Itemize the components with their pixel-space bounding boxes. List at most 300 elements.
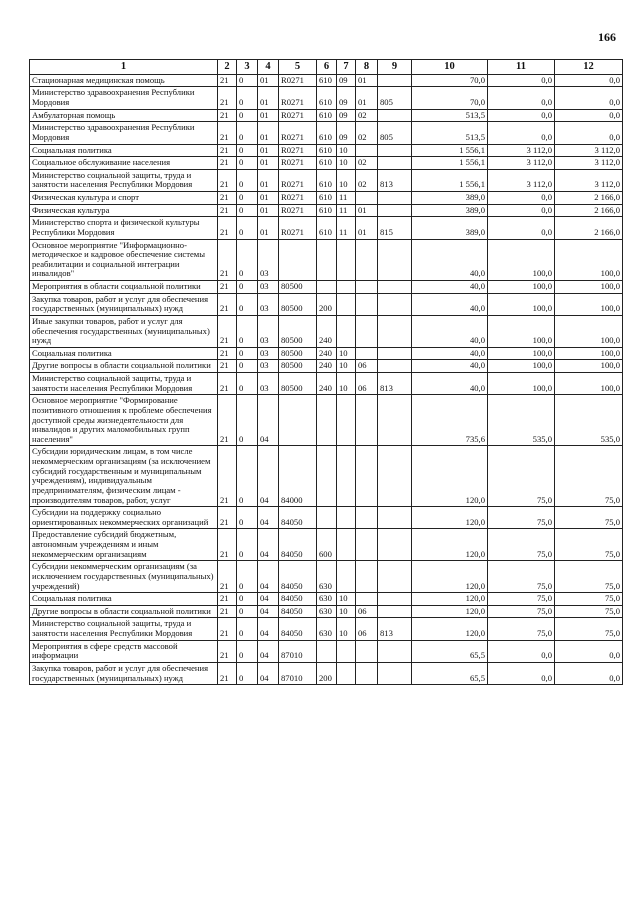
cell-code: 610 [317,169,337,191]
cell-amount: 100,0 [555,347,623,360]
cell-amount: 535,0 [555,395,623,446]
cell-code: R0271 [279,87,317,109]
cell-code: 10 [337,618,356,640]
table-row [30,347,623,360]
cell-code: 10 [337,360,356,373]
cell-code: 0 [237,605,258,618]
cell-amount: 2 166,0 [555,204,623,217]
row-label: Амбулаторная помощь [30,109,218,122]
row-label: Министерство социальной защиты, труда и занятости населения Республики Мордовия [30,618,218,640]
cell-code [378,593,412,606]
cell-code: 21 [218,507,237,529]
column-header: 4 [258,60,279,75]
cell-amount: 100,0 [488,373,555,395]
row-label: Социальная политика [30,347,218,360]
cell-code: 10 [337,373,356,395]
column-header: 8 [356,60,378,75]
cell-code: 0 [237,373,258,395]
row-label: Субсидии на поддержку социально ориентированных некоммерческих организаций [30,507,218,529]
cell-amount: 0,0 [555,87,623,109]
column-header: 6 [317,60,337,75]
cell-code: 240 [317,315,337,347]
cell-amount: 70,0 [412,87,488,109]
cell-amount: 0,0 [488,662,555,684]
cell-amount: 75,0 [555,529,623,561]
cell-amount: 535,0 [488,395,555,446]
row-label: Физическая культура и спорт [30,192,218,205]
cell-code: 01 [258,157,279,170]
cell-code [337,395,356,446]
cell-amount: 40,0 [412,315,488,347]
cell-code: 0 [237,192,258,205]
cell-code: 0 [237,109,258,122]
cell-amount: 120,0 [412,507,488,529]
cell-code: 80500 [279,373,317,395]
cell-amount: 0,0 [488,217,555,239]
table-row [30,662,623,684]
cell-code: R0271 [279,144,317,157]
cell-code: 21 [218,662,237,684]
cell-code: 02 [356,169,378,191]
cell-code: 84050 [279,605,317,618]
cell-code: 10 [337,605,356,618]
cell-code [317,640,337,662]
cell-code: 01 [258,144,279,157]
cell-code: 04 [258,605,279,618]
cell-amount: 0,0 [555,109,623,122]
cell-code: 21 [218,446,237,507]
cell-code [378,507,412,529]
cell-code: 87010 [279,662,317,684]
cell-code: 01 [258,169,279,191]
cell-amount: 2 166,0 [555,192,623,205]
cell-code: 200 [317,662,337,684]
table-row [30,640,623,662]
cell-code [279,239,317,281]
cell-code [378,446,412,507]
cell-code: 805 [378,122,412,144]
cell-code [378,395,412,446]
cell-code: 03 [258,293,279,315]
row-label: Закупка товаров, работ и услуг для обеспечения государственных (муниципальных) нужд [30,662,218,684]
cell-code [356,640,378,662]
cell-amount: 3 112,0 [555,169,623,191]
row-label: Социальная политика [30,144,218,157]
page-number: 166 [598,30,616,44]
cell-amount: 0,0 [488,74,555,87]
cell-code: 21 [218,315,237,347]
cell-code: 21 [218,360,237,373]
cell-amount: 120,0 [412,593,488,606]
cell-amount: 40,0 [412,373,488,395]
table-body [30,74,623,684]
cell-code [356,239,378,281]
cell-amount: 75,0 [488,529,555,561]
cell-code: 06 [356,605,378,618]
column-header: 1 [30,60,218,75]
cell-code: 21 [218,605,237,618]
row-label: Министерство спорта и физической культуры Республики Мордовия [30,217,218,239]
budget-table [29,59,623,685]
cell-code: 04 [258,618,279,640]
cell-code: 21 [218,395,237,446]
cell-code: 84050 [279,507,317,529]
cell-code: 10 [337,347,356,360]
cell-code [337,293,356,315]
cell-code: 0 [237,395,258,446]
cell-code: 630 [317,618,337,640]
cell-code [378,74,412,87]
table-row [30,373,623,395]
cell-code: 21 [218,74,237,87]
cell-code: 06 [356,618,378,640]
cell-code: 0 [237,446,258,507]
table-row [30,395,623,446]
cell-amount: 100,0 [488,347,555,360]
cell-amount: 513,5 [412,122,488,144]
cell-code: 21 [218,281,237,294]
table-row [30,109,623,122]
cell-code: 11 [337,217,356,239]
cell-code [356,315,378,347]
cell-amount: 100,0 [555,281,623,294]
cell-amount: 75,0 [555,618,623,640]
row-label: Предоставление субсидий бюджетным, автономным учреждениям и иным некоммерческим организациям [30,529,218,561]
cell-code [378,347,412,360]
cell-code [378,640,412,662]
cell-code: 21 [218,593,237,606]
cell-amount: 75,0 [488,605,555,618]
cell-code [378,281,412,294]
cell-amount: 0,0 [555,662,623,684]
cell-code: 10 [337,169,356,191]
cell-code: 21 [218,217,237,239]
cell-amount: 120,0 [412,618,488,640]
cell-amount: 120,0 [412,605,488,618]
cell-amount: 75,0 [555,593,623,606]
cell-code: 04 [258,529,279,561]
cell-amount: 2 166,0 [555,217,623,239]
cell-code [356,192,378,205]
cell-code [356,662,378,684]
cell-amount: 70,0 [412,74,488,87]
row-label: Физическая культура [30,204,218,217]
cell-code: 02 [356,109,378,122]
cell-code: 0 [237,239,258,281]
cell-amount: 75,0 [488,561,555,593]
cell-code: 813 [378,373,412,395]
cell-code: 10 [337,157,356,170]
cell-code: 03 [258,373,279,395]
cell-code: 0 [237,360,258,373]
cell-code: 09 [337,74,356,87]
cell-code: 04 [258,395,279,446]
cell-code: 21 [218,347,237,360]
cell-code: 09 [337,122,356,144]
cell-code: 03 [258,360,279,373]
cell-amount: 100,0 [555,293,623,315]
cell-code: R0271 [279,204,317,217]
cell-code: 21 [218,239,237,281]
cell-code: 21 [218,192,237,205]
cell-amount: 0,0 [488,87,555,109]
cell-code: 0 [237,593,258,606]
cell-amount: 3 112,0 [488,157,555,170]
cell-code: 610 [317,87,337,109]
cell-code [337,529,356,561]
table-row [30,144,623,157]
cell-code: 0 [237,217,258,239]
cell-amount: 100,0 [555,315,623,347]
table-row [30,507,623,529]
cell-code: 0 [237,315,258,347]
cell-code [378,293,412,315]
cell-code: 02 [356,122,378,144]
cell-code: 21 [218,293,237,315]
row-label: Субсидии юридическим лицам, в том числе некоммерческим организациям (за исключением субсидий государственным и муниципальным учреждениям), индивидуальным предпринимателям, физическим лицам - производителям товаров, работ, услуг [30,446,218,507]
cell-code: 84050 [279,618,317,640]
cell-code: 21 [218,144,237,157]
cell-code [378,157,412,170]
cell-amount: 1 556,1 [412,157,488,170]
cell-code: 240 [317,360,337,373]
cell-code: 610 [317,192,337,205]
cell-amount: 100,0 [555,373,623,395]
cell-amount: 3 112,0 [555,157,623,170]
table-row [30,122,623,144]
cell-code: 04 [258,593,279,606]
cell-code [356,529,378,561]
cell-amount: 40,0 [412,360,488,373]
cell-amount: 75,0 [555,605,623,618]
cell-amount: 1 556,1 [412,144,488,157]
cell-code: 06 [356,360,378,373]
cell-code [356,561,378,593]
cell-amount: 75,0 [555,561,623,593]
column-header: 9 [378,60,412,75]
cell-code: 09 [337,87,356,109]
table-row [30,529,623,561]
cell-code: 01 [258,204,279,217]
cell-code: 80500 [279,293,317,315]
cell-amount: 389,0 [412,204,488,217]
cell-code: 0 [237,204,258,217]
cell-amount: 100,0 [488,281,555,294]
cell-code: 630 [317,561,337,593]
cell-code: 21 [218,618,237,640]
cell-code: R0271 [279,192,317,205]
cell-code: 04 [258,507,279,529]
cell-amount: 120,0 [412,446,488,507]
cell-amount: 40,0 [412,239,488,281]
cell-code [378,109,412,122]
cell-code: 805 [378,87,412,109]
cell-code: 240 [317,373,337,395]
cell-amount: 0,0 [488,109,555,122]
cell-code: 0 [237,561,258,593]
cell-code [337,662,356,684]
table-row [30,360,623,373]
cell-code: 80500 [279,315,317,347]
cell-amount: 0,0 [488,192,555,205]
cell-amount: 100,0 [488,360,555,373]
cell-code: 01 [258,109,279,122]
cell-code [378,360,412,373]
cell-code: 03 [258,281,279,294]
cell-code: 813 [378,618,412,640]
cell-code: 630 [317,593,337,606]
cell-code: 0 [237,157,258,170]
cell-amount: 100,0 [488,293,555,315]
row-label: Социальная политика [30,593,218,606]
cell-code: 01 [258,74,279,87]
row-label: Основное мероприятие "Информационно-методическое и кадровое обеспечение системы реабилитации и социальной интеграции инвалидов" [30,239,218,281]
cell-amount: 65,5 [412,640,488,662]
cell-code: 04 [258,640,279,662]
cell-code: 01 [258,217,279,239]
cell-code: 0 [237,293,258,315]
cell-amount: 75,0 [488,507,555,529]
table-row [30,281,623,294]
cell-amount: 120,0 [412,529,488,561]
cell-code [378,239,412,281]
cell-code: 0 [237,87,258,109]
cell-code [378,561,412,593]
column-header: 12 [555,60,623,75]
row-label: Социальное обслуживание населения [30,157,218,170]
cell-code: 11 [337,204,356,217]
cell-amount: 0,0 [555,640,623,662]
cell-code: 21 [218,87,237,109]
cell-amount: 120,0 [412,561,488,593]
cell-amount: 100,0 [488,239,555,281]
cell-code [378,315,412,347]
cell-code: 04 [258,446,279,507]
cell-amount: 75,0 [488,593,555,606]
cell-code: 09 [337,109,356,122]
cell-code: 80500 [279,360,317,373]
cell-code: R0271 [279,122,317,144]
cell-amount: 735,6 [412,395,488,446]
cell-code [317,239,337,281]
cell-code: 600 [317,529,337,561]
cell-code: 80500 [279,281,317,294]
cell-amount: 40,0 [412,347,488,360]
cell-code: 610 [317,74,337,87]
cell-code [356,593,378,606]
cell-amount: 100,0 [555,360,623,373]
table-row [30,204,623,217]
cell-amount: 75,0 [555,446,623,507]
cell-code: 0 [237,144,258,157]
cell-amount: 75,0 [488,446,555,507]
cell-code: R0271 [279,169,317,191]
cell-amount: 40,0 [412,293,488,315]
cell-code: 610 [317,122,337,144]
table-row [30,315,623,347]
cell-amount: 0,0 [555,122,623,144]
cell-code [317,446,337,507]
cell-code: 21 [218,529,237,561]
cell-code: 0 [237,169,258,191]
cell-code: 610 [317,157,337,170]
cell-code: R0271 [279,74,317,87]
cell-code: 01 [356,87,378,109]
row-label: Другие вопросы в области социальной политики [30,605,218,618]
cell-amount: 100,0 [555,239,623,281]
cell-code: 630 [317,605,337,618]
row-label: Другие вопросы в области социальной политики [30,360,218,373]
cell-amount: 3 112,0 [555,144,623,157]
cell-code: 240 [317,347,337,360]
cell-code [279,395,317,446]
cell-code: 01 [356,204,378,217]
row-label: Мероприятия в сфере средств массовой информации [30,640,218,662]
cell-code: 80500 [279,347,317,360]
cell-amount: 389,0 [412,217,488,239]
cell-code: 0 [237,122,258,144]
cell-code: 0 [237,74,258,87]
table-row [30,446,623,507]
cell-code [378,144,412,157]
cell-code: 200 [317,293,337,315]
table-row [30,217,623,239]
cell-code: 01 [258,122,279,144]
cell-code: 0 [237,618,258,640]
cell-code [337,315,356,347]
table-header-row [30,60,623,75]
cell-amount: 3 112,0 [488,144,555,157]
cell-code: 03 [258,239,279,281]
cell-amount: 0,0 [488,122,555,144]
cell-code: 610 [317,109,337,122]
cell-code: 10 [337,593,356,606]
cell-code: 01 [356,74,378,87]
cell-code [356,281,378,294]
cell-code: 0 [237,507,258,529]
cell-code: 0 [237,347,258,360]
cell-code: 21 [218,204,237,217]
cell-code: 0 [237,662,258,684]
cell-code: R0271 [279,157,317,170]
row-label: Министерство социальной защиты, труда и занятости населения Республики Мордовия [30,169,218,191]
cell-amount: 0,0 [488,204,555,217]
cell-code [337,446,356,507]
table-row [30,169,623,191]
cell-code: 610 [317,217,337,239]
row-label: Мероприятия в области социальной политики [30,281,218,294]
table-row [30,74,623,87]
table-row [30,618,623,640]
cell-code [337,561,356,593]
cell-code: 815 [378,217,412,239]
cell-amount: 0,0 [555,74,623,87]
cell-code: 04 [258,561,279,593]
table-row [30,593,623,606]
row-label: Стационарная медицинская помощь [30,74,218,87]
cell-amount: 513,5 [412,109,488,122]
cell-code: 21 [218,561,237,593]
cell-code: 03 [258,347,279,360]
cell-code: 87010 [279,640,317,662]
cell-code: 610 [317,204,337,217]
table-row [30,157,623,170]
cell-code: 0 [237,281,258,294]
cell-code: R0271 [279,109,317,122]
cell-code: 84050 [279,561,317,593]
cell-code: 04 [258,662,279,684]
cell-amount: 75,0 [488,618,555,640]
